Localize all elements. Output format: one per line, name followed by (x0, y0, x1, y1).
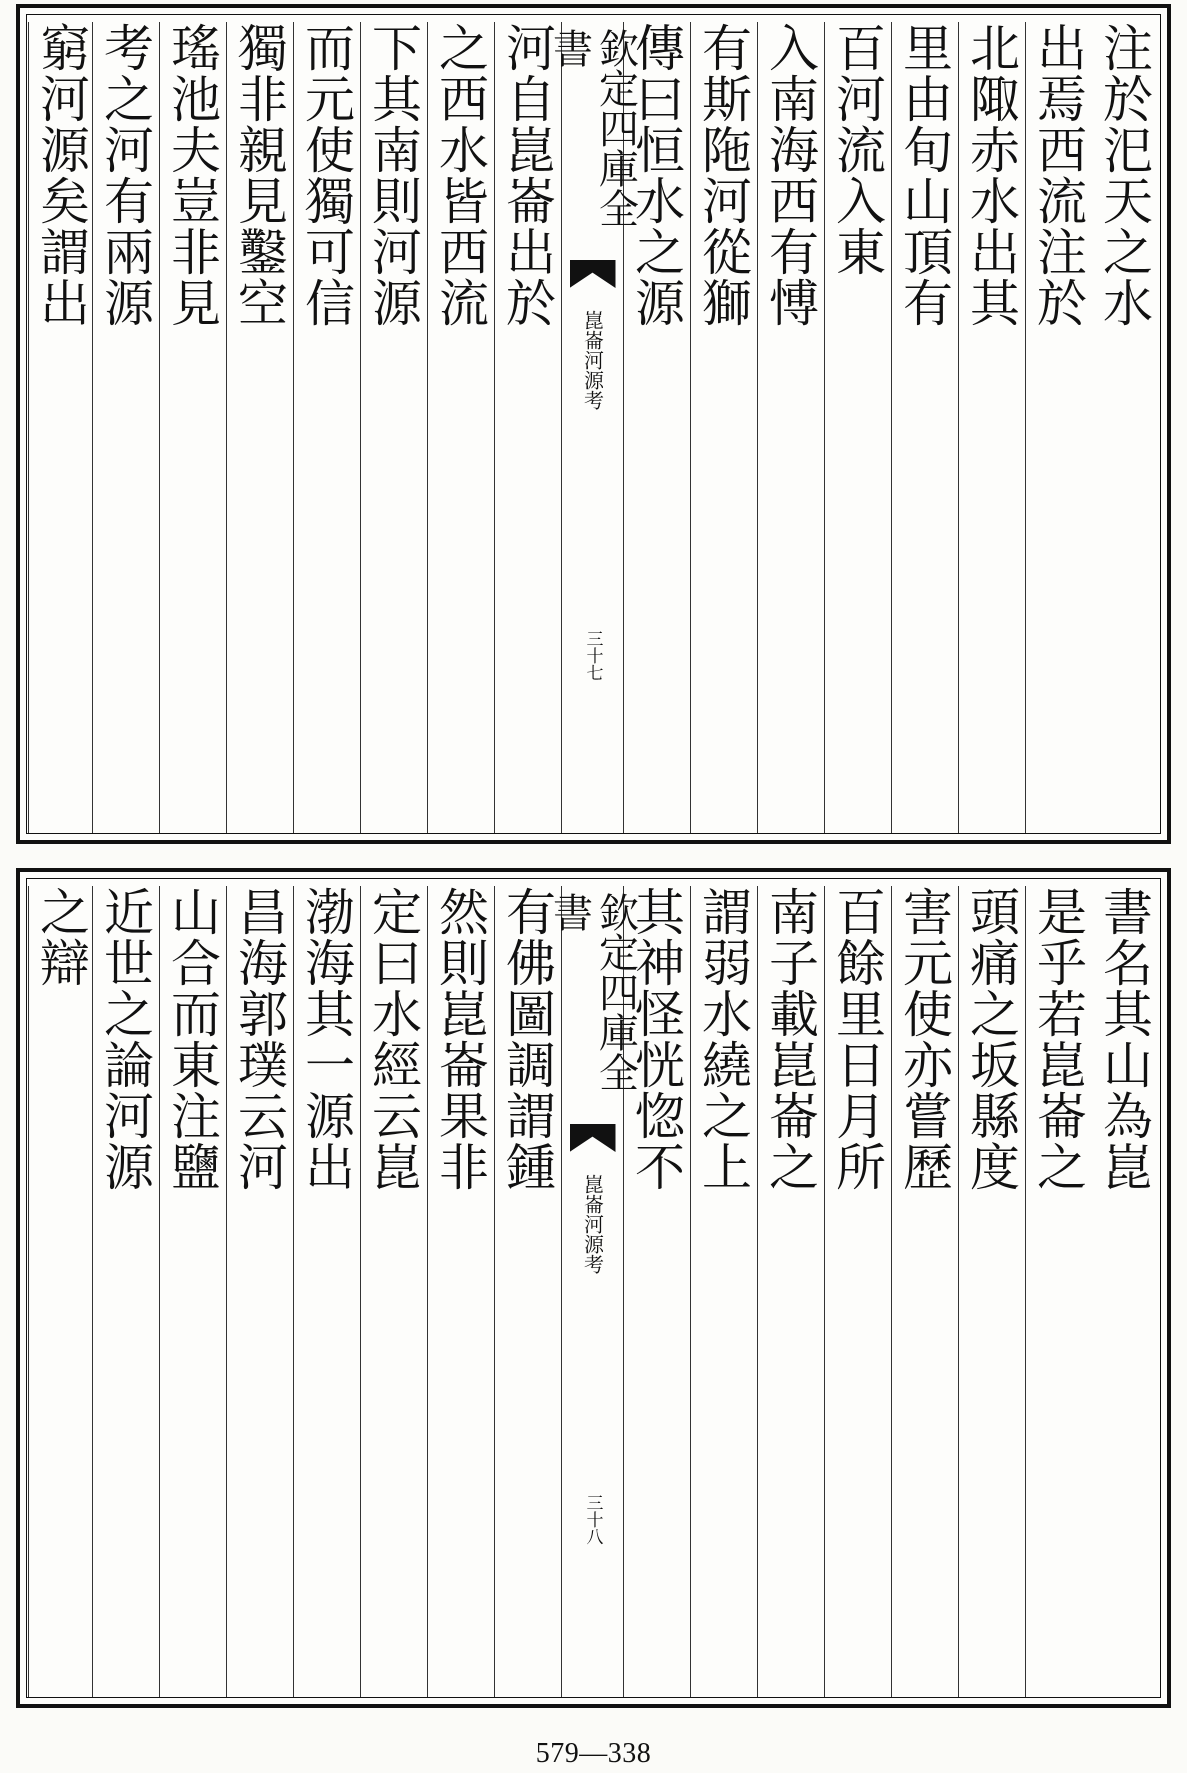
text-column: 謂弱水繞之上 (690, 886, 757, 1698)
text-column: 害元使亦嘗歷 (891, 886, 958, 1698)
text-column: 入南海西有愽 (757, 22, 824, 834)
text-column: 考之河有兩源 (92, 22, 159, 834)
text-column: 里由旬山頂有 (891, 22, 958, 834)
text-column: 而元使獨可信 (293, 22, 360, 834)
text-column: 北陬赤水出其 (958, 22, 1025, 834)
text-column: 百餘里日月所 (824, 886, 891, 1698)
text-column: 書名其山為崑 (1095, 886, 1153, 1192)
text-column: 河自崑崙出於 (494, 22, 561, 834)
text-column: 有佛圖調謂鍾 (494, 886, 561, 1698)
bottom-page (16, 868, 1171, 1708)
text-column: 瑤池夫豈非見 (159, 22, 226, 834)
section-title: 崑崙河源考 (580, 310, 605, 410)
center-margin (546, 886, 639, 1698)
text-column: 南子載崑崙之 (757, 886, 824, 1698)
text-column: 注於汜天之水 (1095, 22, 1153, 328)
folio-number: 三十八 (582, 1494, 603, 1545)
text-column: 昌海郭璞云河 (226, 886, 293, 1698)
text-column: 然則崑崙果非 (427, 886, 494, 1698)
text-column: 近世之論河源 (92, 886, 159, 1698)
book-title: 欽定四庫全書 (546, 28, 639, 228)
text-column: 是乎若崑崙之 (1025, 886, 1092, 1698)
text-column: 有斯陁河從獅 (690, 22, 757, 834)
text-column: 其神怪恍惚不 (623, 886, 690, 1698)
text-column: 窮河源矣謂出 (28, 22, 95, 834)
text-column: 傳曰恒水之源 (623, 22, 690, 834)
text-column: 出焉西流注於 (1025, 22, 1092, 834)
book-title: 欽定四庫全書 (546, 892, 639, 1092)
text-column: 定曰水經云崑 (360, 886, 427, 1698)
text-column: 頭痛之坂縣度 (958, 886, 1025, 1698)
text-column: 百河流入東 (824, 22, 891, 834)
text-column: 渤海其一源出 (293, 886, 360, 1698)
text-column: 獨非親見鑿空 (226, 22, 293, 834)
text-column: 山合而東注鹽 (159, 886, 226, 1698)
section-title: 崑崙河源考 (580, 1174, 605, 1274)
text-column: 下其南則河源 (360, 22, 427, 834)
page-number: 579—338 (535, 1738, 652, 1769)
top-page (16, 4, 1171, 844)
fish-tail-mark-icon (570, 260, 616, 288)
folio-number: 三十七 (582, 630, 603, 681)
fish-tail-mark-icon (570, 1124, 616, 1152)
text-column: 之西水皆西流 (427, 22, 494, 834)
text-column: 之辯 (28, 886, 95, 1698)
center-margin (546, 22, 639, 834)
